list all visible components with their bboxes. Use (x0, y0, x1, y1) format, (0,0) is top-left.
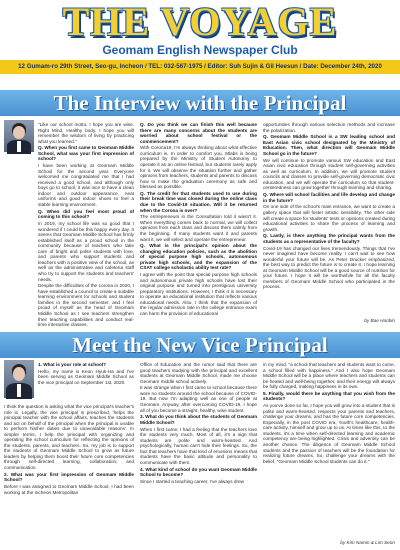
body-paragraph: As you've done so far, I hope you will grow into a student that is polite and warm-hearted, respects your parents and teachers, challenge your dreams, and has the future core competencies. Especially, in the post COVID era, Youth's healthcare, health-care activity, himself and grow up to us. At times like this, to the students, it's a time when self-directed learning and academic competency are being highlighted. Crisis and adversity can be another chance. The diligence of Geomam Middle School students and the passion of teachers will be the foundation for realizing future dreams. So, challenge your dreams with the belief, "Geomam Middle School students can do it." (263, 403, 395, 464)
question-heading: 4. What kind of school do you want Geomam Middle School to become? (140, 466, 257, 478)
principal-column-1 (38, 122, 134, 328)
vice-principal-column-1b (4, 404, 134, 548)
question-heading: 1. What is your role at school? (38, 362, 106, 367)
question-heading: 3. What do you think about the students of Geomam Middle School? (140, 414, 257, 425)
section-title-vice-principal: Meet the New Vice Principal (0, 332, 400, 358)
section-title-principal-interview: The Interview with the Principal (0, 90, 400, 116)
body-paragraph: On one side of the school's main entrance, we want to create a gallery space that will foster artistic sensibility. The other side will create a space for students' tests or opinions created during educational activities to share the process of learning and growth. (263, 204, 395, 232)
principal-interview-byline: by Bae Hanbin (364, 318, 395, 323)
question-heading: Q. Lastly, is there anything the principal wants from the students as a representative of the faculty? (263, 233, 395, 244)
vice-principal-byline: by Kim Namin & Lim Seon (340, 540, 395, 545)
body-paragraph: Covid-19 has changed our lives tremendously. Things that I've never imagined have become reality. I can't wait to see how wonderful your future will be. As Peter Drucker emphasized, the best way to predict the future is to create it. I hope learning at Geomam Middle School will be a good source of nutrition for your future. I hope it will be worthwhile for all the faculty members of Geomam Middle School who participated in the process. (263, 245, 395, 290)
principal-column-2 (140, 122, 257, 316)
body-paragraph: It was strange when I first came to school because there were no students around the school because of COVID-19. But now I'm adapting well as one of people at Geomam. Anyway, after overcoming COVID-19, I hope all of you become a straight, healthy, wise student. (140, 385, 257, 413)
body-paragraph: opportunities through various selection methods and increase the polarization. (263, 122, 395, 133)
question-heading: Q. When you first came to Geomam Middle School, what was your first impression of school? (38, 145, 134, 162)
vice-principal-portrait-photo (4, 360, 34, 398)
question-heading: Q. Geomam Middle School is a SW leading school and East Asian civic school designated by the Ministry of Education. Then, what direction will Geomam Middle School go in the future? (263, 134, 395, 156)
body-paragraph: We will continue to promote various SW education and East Asian civic education through student self-governing activities as well as curriculum. In addition, we will promote student councils and classes to provide self-governing democratic civic education, and we will operate the curriculum so that student-centeredness can grow together through learning and sharing. (263, 157, 395, 191)
body-paragraph: The entrepreneurs in the Consultation told it wasn't it. When everything comes back to normal, we will collect opinions from each class and discuss them calmly from the beginning. If many students want it and parents want it, we will select and operate the entrepreneur. (140, 214, 257, 242)
question-heading: Q. Where will school facilities and life develop and change in the future? (263, 192, 395, 203)
question-heading: Q. When did you feel most proud of coming to this school? (38, 208, 134, 220)
body-paragraph: I have been working at Geomam Middle School for the second year. Everyone welcomed me congratulated me that I had received a good school, and although only boys go to school, it was nice to have a clean indoor and outdoor appearance, neat uniforms and good indoor shoes to feel a stable learning environment. (38, 163, 134, 208)
body-paragraph: "Like our school motto, I hope you are wise. Right Mind, Healthy body. I hope you will remember the wisdom of living by practicing what you learned." (38, 122, 134, 144)
question-heading: Q. Do you think we can finish this well because there are many concerns about the students are worried about school festival or the commencement? (140, 122, 257, 144)
masthead (0, 0, 400, 60)
newspaper-subtitle: Geomam English Newspaper Club (102, 43, 298, 57)
body-paragraph: in my mind, "a school that teachers and students want to come, a school filled with happiness." And I also hope Geomam Middle School will be a place where teachers and students can be healed and well-being together, and their energy will always be fully charged, making happiness in its own. (263, 362, 395, 390)
body-paragraph: Since I started a teaching career, I've always drew (140, 478, 245, 484)
body-paragraph: I think the question is asking what the vice principal's teacher's role is. Legally, the vice principal is prescribed, 'helps the principal teacher with the school affairs, teaches the students and act on behalf of the principal when the principal is unable to perform his/her duties due to unavoidable reasons'. In simpler terms, I help the principal with organizing and operating the school curriculum for reflecting the opinions of the students, parents, and teachers. So, my job is to support the students of Geomam Middle School to grow as future leaders by helping them boost their future core competencies through self-directed learning, collaboration, and communication. (4, 404, 134, 471)
vice-principal-column-3 (263, 362, 395, 538)
body-paragraph: Hello, my name is Keon Hyuk-Ha and I've been serving as Geomam Middle School as the vice principal on September 1st, 2020. (38, 368, 134, 385)
vice-principal-column-1a (38, 362, 134, 402)
body-paragraph: With Corona19, I'm always thinking about what effective curriculum is. In order to comfort you, Mlabs is being prepared by the Ministry of Student Autonomy to operate it as an online festival, but students rarely apply for it. We will observe the situation further and gather opinions from teachers, students and parents to discuss how to make the graduation ceremony as safe and blessed as possible. (140, 145, 257, 190)
body-paragraph: When I first came, I had a feeling that the teachers love the students very much. Most of all, it's a sign that students are polite and warm-hearted. And psychologically, human can't hide their feelings. So, the fact that teachers have that kind of emotions means that students have the basic attitude and personality to communicate with them. (140, 426, 257, 465)
info-bar: 12 Gumam-ro 29th Street, Seo-gu, Incheon / TEL: 032-567-1975 / Editor: Suh Sujin & Gil Heesun / Date: December 24th, 2020 (0, 60, 400, 74)
body-paragraph: Office of Education and the rumor said that there are good teachers studying with the principal and excellent students at Geomam Middle School, made me choose Geomam middle school actively. (140, 362, 257, 384)
principal-portrait-photo (4, 120, 34, 152)
newspaper-title: THE VOYAGE (62, 0, 338, 44)
question-heading: 2. What was your first impression of Geomam Middle School? (4, 471, 134, 483)
body-paragraph: In 2019, my school life was so good that I wondered if I could be this happy every day. It seems that Geomam Middle School has firmly established itself as a proud school in the community because of teachers who take care of bright and polite students with love, and parents who support students and teachers with a positive view of the school, as well as the administrative and cafeteria staff who try to support the students and teachers' needs. (38, 221, 134, 282)
body-paragraph: Despite the difficulties of the corona in 2020, I have established a council to create a suitable learning environment for schools and student families in the second semester, and I feel proud of myself as the head of Geomam Middle School as I see teachers strengthen their teaching capabilities and conduct real-time interactive classes. (38, 283, 134, 328)
body-paragraph: I agree with the point that special purpose high schools and autonomous private high schools have lost their original purpose and turned into prestigious university preparatory institutions. However, I think it is necessary to operate an educational institution that reflects various educational needs. Also, I think that the expansion of the regular admission rate in the college entrance exam can harm the provision of educational (140, 272, 257, 316)
principal-column-3 (263, 122, 395, 316)
question-heading: Q. What is the principal's opinion about the changing education policies, such as the abolition of special purpose high schools, autonomous private high schools, and the expansion of the CSAT college scholastic ability test rate? (140, 243, 257, 271)
vice-principal-column-2 (140, 362, 257, 548)
question-heading: Q. The credit for that students used to use during their break time was closed during the online class due to the Covid-19 situation. Will it be returned when the Corona is over? (140, 190, 257, 213)
question-heading: 5. Finally, would there be anything that you wish from the students? (263, 390, 395, 402)
body-paragraph: Before I was assigned to Geomam Middle School, I had been working at the Incheon Metropolitan (4, 484, 134, 495)
